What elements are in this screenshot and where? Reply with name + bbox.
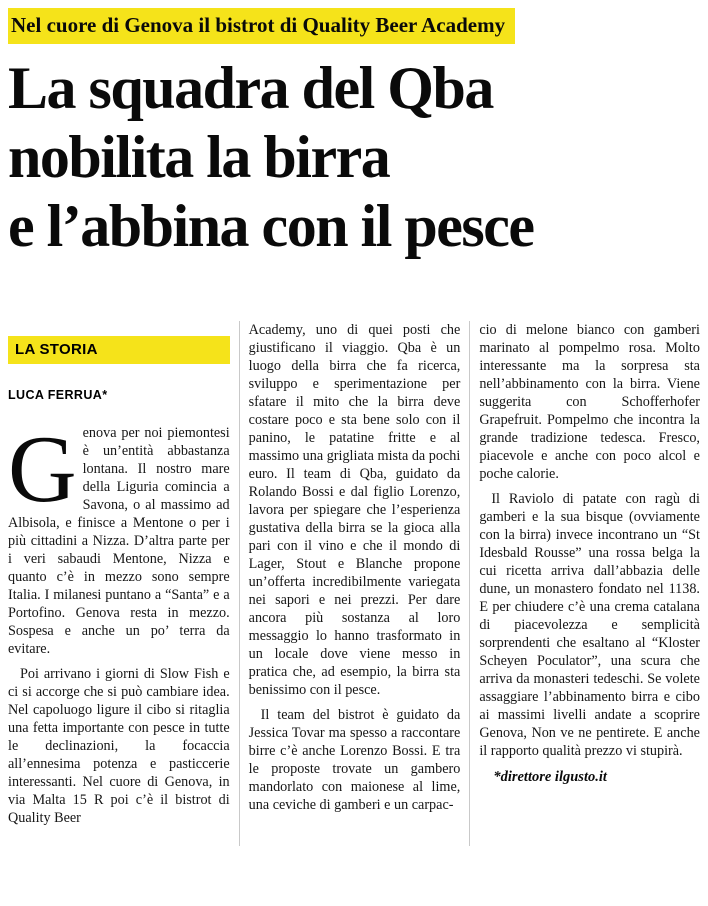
column-3	[469, 321, 700, 846]
paragraph: Il team del bistrot è guidato da Jessica Tovar ma spesso a raccontare birre c’è anche Lorenzo Bossi. E tra le proposte trovate un gambero mandorlato con maionese al lime, una ceviche di gamberi e un carpac-	[248, 707, 461, 814]
column-1	[8, 321, 239, 846]
dropcap-letter: G	[8, 416, 77, 523]
headline-line-2: nobilita la birra	[8, 124, 390, 191]
kicker-highlight: Nel cuore di Genova il bistrot di Quality Beer Academy	[8, 8, 515, 44]
paragraph: Il Raviolo di patate con ragù di gamberi e la sua bisque (ovviamente con la birra) invece incontrano un “St Idesbald Rousse” una rossa belga la cui ricetta arriva dall’abbazia delle dune, un monastero fondato nel 1138. E per chiudere c’è una crema catalana di piacevolezza e semplicità sorprendenti che esaltano al “Kloster Scheyen Poculator”, una scura che arriva da monasteri tedeschi. Se volete assaggiare l’abbinamento birra e cibo ai massimi livelli andate a scoprire Genova, Non ve ne pentirete. E anche il rapporto qualità prezzo vi stupirà.	[479, 491, 700, 760]
article-columns	[8, 321, 700, 846]
byline: LUCA FERRUA*	[8, 388, 108, 403]
paragraph: Poi arrivano i giorni di Slow Fish e ci si accorge che si può cambiare idea. Nel capoluogo ligure il cibo si ritaglia una fetta importante con pesce in tutte le declinazioni, la focaccia all’ennesima potenza e pasticcerie interessanti. Nel cuore di Genova, in via Malta 15 R poi c’è il bistrot di Quality Beer	[8, 666, 230, 827]
paragraph: Academy, uno di quei posti che giustificano il viaggio. Qba è un luogo della birra che fa ricerca, sviluppo e sperimentazione per sfatare il mito che la birra deve costare poco e sta bene solo con il panino, le patatine fritte e al massimo una grigliata mista da pochi euro. Il team di Qba, guidato da Rolando Bossi e dal figlio Lorenzo, lavora per spiegare che l’esperienza gustativa della birra se la gioca alla pari con il vino e che il mondo di Lager, Stout e Blanche propone un’offerta incredibilmente variegata nei sapori e nei prezzi. Per dare ancora più sostanza al loro messaggio lo hanno trasformato in un locale dove viene messo in pratica che, ad esempio, la birra sta benissimo con il pesce.	[248, 322, 461, 699]
paragraph-dropcap	[8, 416, 230, 658]
kicker-row	[8, 8, 700, 44]
column-2	[239, 321, 470, 846]
headline-line-3: e l’abbina con il pesce	[8, 193, 534, 260]
section-label: LA STORIA	[8, 336, 230, 364]
author-footnote: *direttore ilgusto.it	[493, 769, 607, 786]
column-1-body	[8, 416, 230, 827]
headline	[8, 54, 700, 261]
paragraph-text: enova per noi piemontesi è un’entità abbastanza lontana. Il nostro mare della Liguria comincia a Savona, o al massimo ad Albisola, e finisce a Mentone o per i più cittadini a Nizza. D’altra parte per i veri sabaudi Mentone, Nizza e quanto c’è in mezzo sono sempre Italia. I milanesi puntano a “Santa” e a Portofino. Genova resta in mezzo. Sospesa e anche un po’ terra da evitare.	[8, 425, 230, 658]
headline-line-1: La squadra del Qba	[8, 55, 493, 122]
paragraph: cio di melone bianco con gamberi marinato al pompelmo rosa. Molto interessante ma la sorpresa sta nell’abbinamento con la birra. Viene suggerita con Schofferhofer Grapefruit. Pompelmo che incontra la grande tradizione tedesca. Fresco, piacevole e anche con poco alcol e poche calorie.	[479, 322, 700, 483]
